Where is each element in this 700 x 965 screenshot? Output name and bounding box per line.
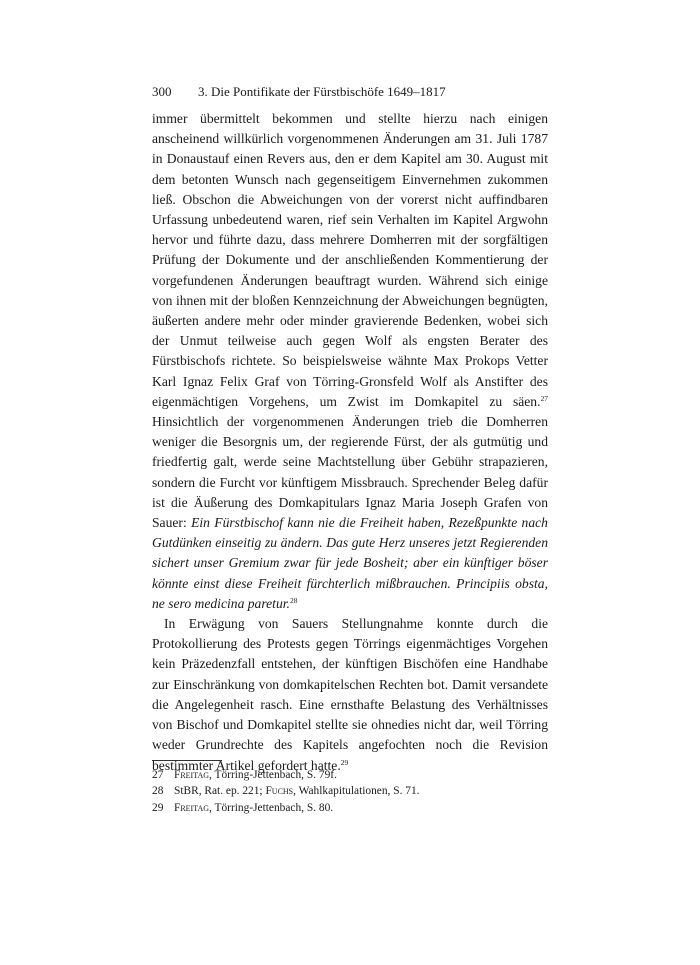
- main-text: [152, 109, 548, 776]
- paragraph-2-text: In Erwägung von Sauers Stellungnahme konnte durch die Protokollierung des Protests gegen Törrings eigenmächtiges Vorgehen kein Präzedenzfall entstehen, der künftigen Bischöfen eine Handhabe zur Einschränkung von domkapitelschen Rechten bot. Damit versandete die Angelegenheit rasch. Eine ernsthafte Belastung des Verhältnisses von Bischof und Domkapitel stellte sie ohnedies nicht dar, weil Törring weder Grundrechte des Kapitels angefochten noch die Revision bestimmter Artikel gefordert hatte.: [152, 616, 548, 773]
- sauer-quote: Ein Fürstbischof kann nie die Freiheit haben, Rezeßpunkte nach Gutdünken einseitig zu ändern. Das gute Herz unseres jetzt Regierenden sichert unser Gremium zwar für jede Bosheit; aber ein künftiger böser könnte einst diese Freiheit fürchterlich mißbrauchen. Principiis obsta, ne sero medicina paretur.: [152, 515, 548, 611]
- footnote-text: [174, 783, 420, 799]
- footnote-number: 28: [152, 785, 164, 798]
- running-header: [152, 84, 548, 104]
- paragraph-1-text-b: Hinsichtlich der vorgenommenen Änderungen trieb die Domherren weniger die Besorgnis um, der regierende Fürst, der als gutmütig und friedfertig galt, werde seine Machtstellung über Gebühr strapazieren, sondern die Furcht vor künftigem Missbrauch. Sprechender Beleg dafür ist die Äußerung des Domkapitulars Ignaz Maria Joseph Grafen von Sauer:: [152, 414, 548, 531]
- footnote-author: Freitag: [174, 769, 210, 781]
- footnote-29: [152, 800, 548, 816]
- footnote-number: 27: [152, 769, 164, 781]
- footnote-separator: [152, 760, 222, 761]
- footnote-source: , Wahlkapitulationen, S. 71.: [293, 785, 420, 798]
- footnote-prefix: StBR, Rat. ep. 221;: [174, 785, 266, 798]
- running-head-title: 3. Die Pontifikate der Fürstbischöfe 1649–1817: [198, 84, 446, 99]
- footnote-author: Freitag: [174, 801, 210, 814]
- footnote-number: 29: [152, 801, 164, 814]
- footnote-ref-28: 28: [289, 595, 298, 605]
- footnote-ref-27: 27: [540, 393, 548, 403]
- footnote-source: , Törring-Jettenbach, S. 79f.: [209, 769, 337, 781]
- footnotes: [152, 767, 548, 816]
- footnote-text: [174, 767, 337, 783]
- footnote-author: Fuchs: [265, 785, 294, 798]
- paragraph-2: [152, 614, 548, 776]
- footnote-ref-29: 29: [340, 757, 349, 767]
- paragraph-1-text-a: immer übermittelt bekommen und stellte hierzu nach einigen anscheinend willkürlich vorgenommenen Änderungen am 31. Juli 1787 in Donaustauf einen Revers aus, den er dem Kapitel am 30. August mit dem betonten Wunsch nach gegenseitigem Einvernehmen zukommen ließ. Obschon die Abweichungen von der vorerst nicht auffindbaren Urfassung unbedeutend waren, rief sein Verhalten im Kapitel Argwohn hervor und führte dazu, dass mehrere Domherren mit der sorgfältigen Prüfung der Dokumente und der anschließenden Kommentierung der vorgefundenen Änderungen beauftragt wurden. Während sich einige von ihnen mit der bloßen Kennzeichnung der Abweichungen begnügten, äußerten andere mehr oder minder gravierende Bedenken, wobei sich der Unmut teilweise auch gegen Wolf als engsten Berater des Fürstbischofs richtete. So beispielsweise wähnte Max Prokops Vetter Karl Ignaz Felix Graf von Törring-Gronsfeld Wolf als Anstifter des eigenmächtigen Vorgehens, um Zwist im Domkapitel zu säen.: [152, 111, 548, 409]
- paragraph-1: [152, 109, 548, 614]
- footnote-text: [174, 800, 333, 816]
- footnote-source: , Törring-Jettenbach, S. 80.: [209, 801, 334, 814]
- footnote-27: [152, 767, 548, 783]
- page-number: 300: [152, 84, 172, 99]
- footnote-28: [152, 783, 548, 799]
